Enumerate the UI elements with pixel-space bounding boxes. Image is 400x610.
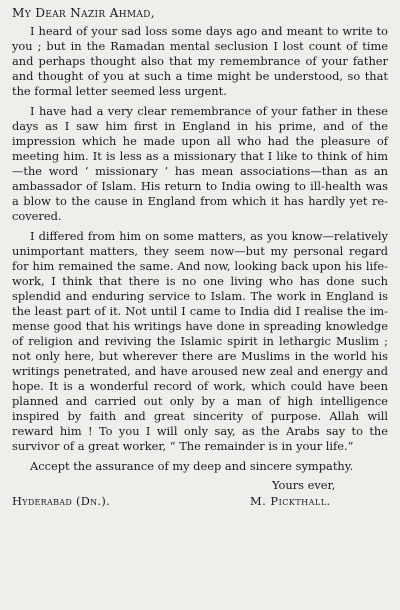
signature-block [12,478,388,522]
paragraph-2: I have had a very clear remembrance of your father in these days as I saw him first in England in his prime, and of the impression which he made upon all who had the pleasure of meeting him. It is less as a missionary that I like to think of him—the word ‘ missionary ’ has mean associations—than as an ambassador of Islam. His return to India owing to ill-health was a blow to the cause in England from which it has hardly yet re-covered. [12,104,388,223]
signer-name: M. Pickthall. [250,494,331,508]
place: Hyderabad (Dn.). [12,494,111,508]
paragraph-3: I differed from him on some matters, as you know—relatively unimportant matters, they seem now—but my personal regard for him remained the same. And now, looking back upon his life-work, I think that there is no one living who has done such splendid and enduring service to Islam. The work in England is the least part of it. Not until I came to India did I realise the im-mense good that his writings have done in spreading knowledge of religion and reviving the Islamic spirit in lethargic Muslim ; not only here, but wherever there are Muslims in the world his writings penetrated, and have aroused new zeal and energy and hope. It is a wonderful record of work, which could have been planned and carried out only by a man of high intelligence inspired by faith and great sincerity of purpose. Allah will reward him ! To you I will only say, as the Arabs say to the survivor of a great worker, “ The remainder is in your life.” [12,229,388,453]
paragraph-4: Accept the assurance of my deep and sincere sympathy. [30,459,354,473]
salutation: My Dear Nazir Ahmad, [12,6,155,20]
paragraph-1: I heard of your sad loss some days ago and meant to write to you ; but in the Ramadan mental seclusion I lost count of time and perhaps thought also that my remembrance of your father and thought of you at such a time might be understood, so that the formal letter seemed less urgent. [12,24,388,98]
closing: Yours ever, [272,478,336,492]
